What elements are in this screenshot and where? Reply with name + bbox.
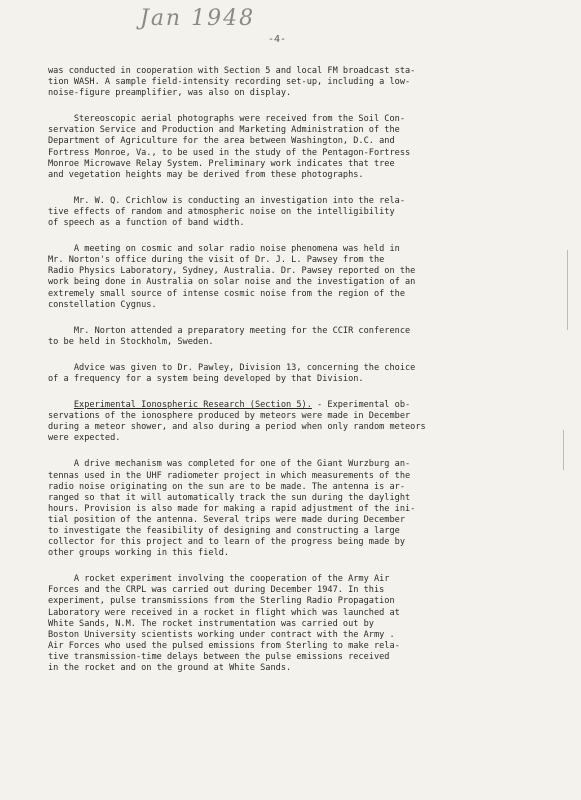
text-fragment: - Experimental ob- xyxy=(311,400,411,411)
text-line: Advice was given to Dr. Pawley, Division 13, concerning the choice xyxy=(48,362,416,373)
paragraph xyxy=(48,114,488,181)
text-line: ranged so that it will automatically track the sun during the daylight xyxy=(48,492,411,503)
paragraph xyxy=(48,196,488,229)
paragraph xyxy=(48,326,488,348)
text-line: A drive mechanism was completed for one of the Giant Wurzburg an- xyxy=(48,459,411,470)
text-line: other groups working in this field. xyxy=(48,548,230,559)
text-line: in the rocket and on the ground at White Sands. xyxy=(48,663,292,674)
text-line: radio noise originating on the sun are to be made. The antenna is ar- xyxy=(48,481,405,492)
text-line: A meeting on cosmic and solar radio noise phenomena was held in xyxy=(48,244,400,255)
text-line: to investigate the feasibility of designing and constructing a large xyxy=(48,526,400,536)
paragraph xyxy=(48,400,488,444)
text-line: Boston University scientists working under contract with the Army . xyxy=(48,629,395,640)
text-line: Mr. Norton attended a preparatory meeting for the CCIR conference xyxy=(48,325,411,336)
paragraph xyxy=(48,459,488,559)
text-line: noise-figure preamplifier, was also on display. xyxy=(48,88,292,99)
margin-line xyxy=(567,250,568,330)
text-line: tive transmission-time delays between the pulse emissions received xyxy=(48,651,390,662)
text-line: during a meteor shower, and also during a period when only random meteors xyxy=(48,422,426,433)
text-line: Monroe Microwave Relay System. Preliminary work indicates that tree xyxy=(48,158,395,169)
text-line: servations of the ionosphere produced by meteors were made in December xyxy=(48,411,411,422)
paragraph xyxy=(48,574,488,674)
text-line: were expected. xyxy=(48,433,121,444)
section-heading: Experimental Ionospheric Research (Section 5). xyxy=(73,400,312,411)
text-line: Stereoscopic aerial photographs were received from the Soil Con- xyxy=(48,114,405,125)
margin-line xyxy=(563,430,564,470)
text-line: Radio Physics Laboratory, Sydney, Australia. Dr. Pawsey reported on the xyxy=(48,266,416,277)
paragraph xyxy=(48,244,488,311)
paragraph xyxy=(48,363,488,385)
handwritten-date: Jan 1948 xyxy=(140,6,256,31)
text-line: Fortress Monroe, Va., to be used in the study of the Pentagon-Fortress xyxy=(48,147,411,158)
text-line: was conducted in cooperation with Section 5 and local FM broadcast sta- xyxy=(48,66,416,76)
text-line: of a frequency for a system being developed by that Division. xyxy=(48,373,364,384)
text-line: hours. Provision is also made for making a rapid adjustment of the ini- xyxy=(48,503,416,514)
text-line: Mr. W. Q. Crichlow is conducting an investigation into the rela- xyxy=(48,195,405,206)
text-line: A rocket experiment involving the cooperation of the Army Air xyxy=(48,574,390,585)
page-number: -4- xyxy=(268,34,287,45)
body-text xyxy=(48,66,488,689)
text-line: Department of Agriculture for the area between Washington, D.C. and xyxy=(48,136,395,147)
text-line: to be held in Stockholm, Sweden. xyxy=(48,336,214,347)
paragraph xyxy=(48,66,488,99)
text-line: work being done in Australia on solar noise and the investigation of an xyxy=(48,277,416,288)
text-line: collector for this project and to learn of the progress being made by xyxy=(48,537,405,548)
text-line: Air Forces who used the pulsed emissions from Sterling to make rela- xyxy=(48,640,400,651)
text-line: constellation Cygnus. xyxy=(48,299,157,310)
text-line: of speech as a function of band width. xyxy=(48,218,245,229)
text-line: tive effects of random and atmospheric noise on the intelligibility xyxy=(48,206,395,217)
text-line: servation Service and Production and Marketing Administration of the xyxy=(48,125,400,136)
text-line: tial position of the antenna. Several trips were made during December xyxy=(48,514,405,525)
text-line: experiment, pulse transmissions from the Sterling Radio Propagation xyxy=(48,596,395,607)
text-line: tennas used in the UHF radiometer project in which measurements of the xyxy=(48,470,411,481)
text-line: and vegetation heights may be derived from these photographs. xyxy=(48,169,364,180)
text-line: Laboratory were received in a rocket in flight which was launched at xyxy=(48,607,400,618)
text-line: tion WASH. A sample field-intensity recording set-up, including a low- xyxy=(48,77,411,88)
text-line xyxy=(48,400,488,411)
text-line: extremely small source of intense cosmic noise from the region of the xyxy=(48,288,405,299)
text-line: Forces and the CRPL was carried out during December 1947. In this xyxy=(48,585,385,596)
text-line: Mr. Norton's office during the visit of Dr. J. L. Pawsey from the xyxy=(48,255,385,266)
text-line: White Sands, N.M. The rocket instrumentation was carried out by xyxy=(48,618,374,629)
